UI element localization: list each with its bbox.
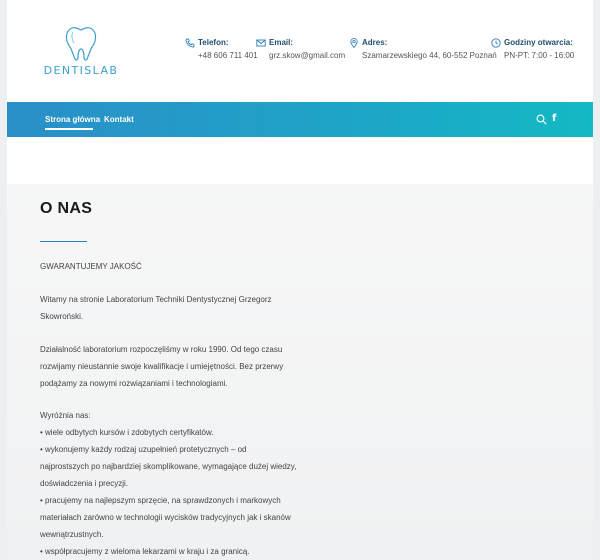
- list-item-continuation: wewnątrzustnych.: [40, 530, 104, 539]
- list-item-continuation: doświadczenia i precyzji.: [40, 479, 129, 488]
- text-line: Skowroński.: [40, 312, 84, 321]
- address-value: Szamarzewskiego 44, 60-552 Poznań: [362, 51, 497, 60]
- site-header: [7, 0, 593, 102]
- text-line: rozwijamy nieustannie swoje kwalifikacje i umiejętności. Bez przerwy: [40, 362, 284, 371]
- text-line: podążamy za nowymi rozwiązaniami i technologiami.: [40, 379, 228, 388]
- history-paragraph: [40, 341, 340, 392]
- list-item-continuation: materiałach zarówno w technologii wycisków tradycyjnych jak i skanów: [40, 513, 291, 522]
- email-value[interactable]: grz.skow@gmail.com: [269, 51, 346, 60]
- email-label: Email:: [269, 38, 294, 47]
- site-logo[interactable]: [40, 22, 122, 78]
- clock-icon: [491, 38, 501, 48]
- features-list: [40, 407, 340, 560]
- phone-label: Telefon:: [198, 38, 229, 47]
- list-item: • wykonujemy każdy rodzaj uzupełnień protetycznych – od: [40, 445, 247, 454]
- text-line: Działalność laboratorium rozpoczęliśmy w roku 1990. Od tego czasu: [40, 345, 283, 354]
- list-item: • pracujemy na najlepszym sprzęcie, na sprawdzonych i markowych: [40, 496, 281, 505]
- title-divider: [40, 241, 87, 242]
- text-line: Witamy na stronie Laboratorium Techniki Dentystycznej Grzegorz: [40, 295, 272, 304]
- list-item: • wiele odbytych kursów i zdobytych certyfikatów.: [40, 428, 214, 437]
- nav-item-home[interactable]: Strona główna: [45, 115, 101, 124]
- phone-icon: [185, 38, 195, 48]
- nav-item-contact[interactable]: Kontakt: [104, 115, 134, 124]
- active-nav-indicator: [45, 128, 93, 130]
- address-label: Adres:: [362, 38, 388, 47]
- logo-text: DENTISLAB: [43, 64, 119, 77]
- hours-label: Godziny otwarcia:: [504, 38, 573, 47]
- list-item: • współpracujemy z wieloma lekarzami w kraju i za granicą.: [40, 547, 250, 556]
- map-pin-icon: [349, 38, 359, 48]
- mail-icon: [256, 38, 266, 48]
- section-heading: GWARANTUJEMY JAKOŚĆ: [40, 262, 142, 271]
- content-top-band: [7, 137, 593, 184]
- hours-value: PN-PT: 7:00 - 16:00: [504, 51, 575, 60]
- tooth-logo-icon: [61, 22, 101, 62]
- facebook-icon[interactable]: f: [552, 113, 557, 124]
- list-item-continuation: najprostszych po najbardziej skomplikowane, wymagające dużej wiedzy,: [40, 462, 297, 471]
- page-title: O NAS: [40, 200, 93, 217]
- list-heading: Wyróżnia nas:: [40, 411, 91, 420]
- main-navigation: [7, 102, 593, 137]
- intro-paragraph: [40, 291, 340, 325]
- search-icon[interactable]: [536, 114, 547, 125]
- phone-value[interactable]: +48 606 711 401: [198, 51, 258, 60]
